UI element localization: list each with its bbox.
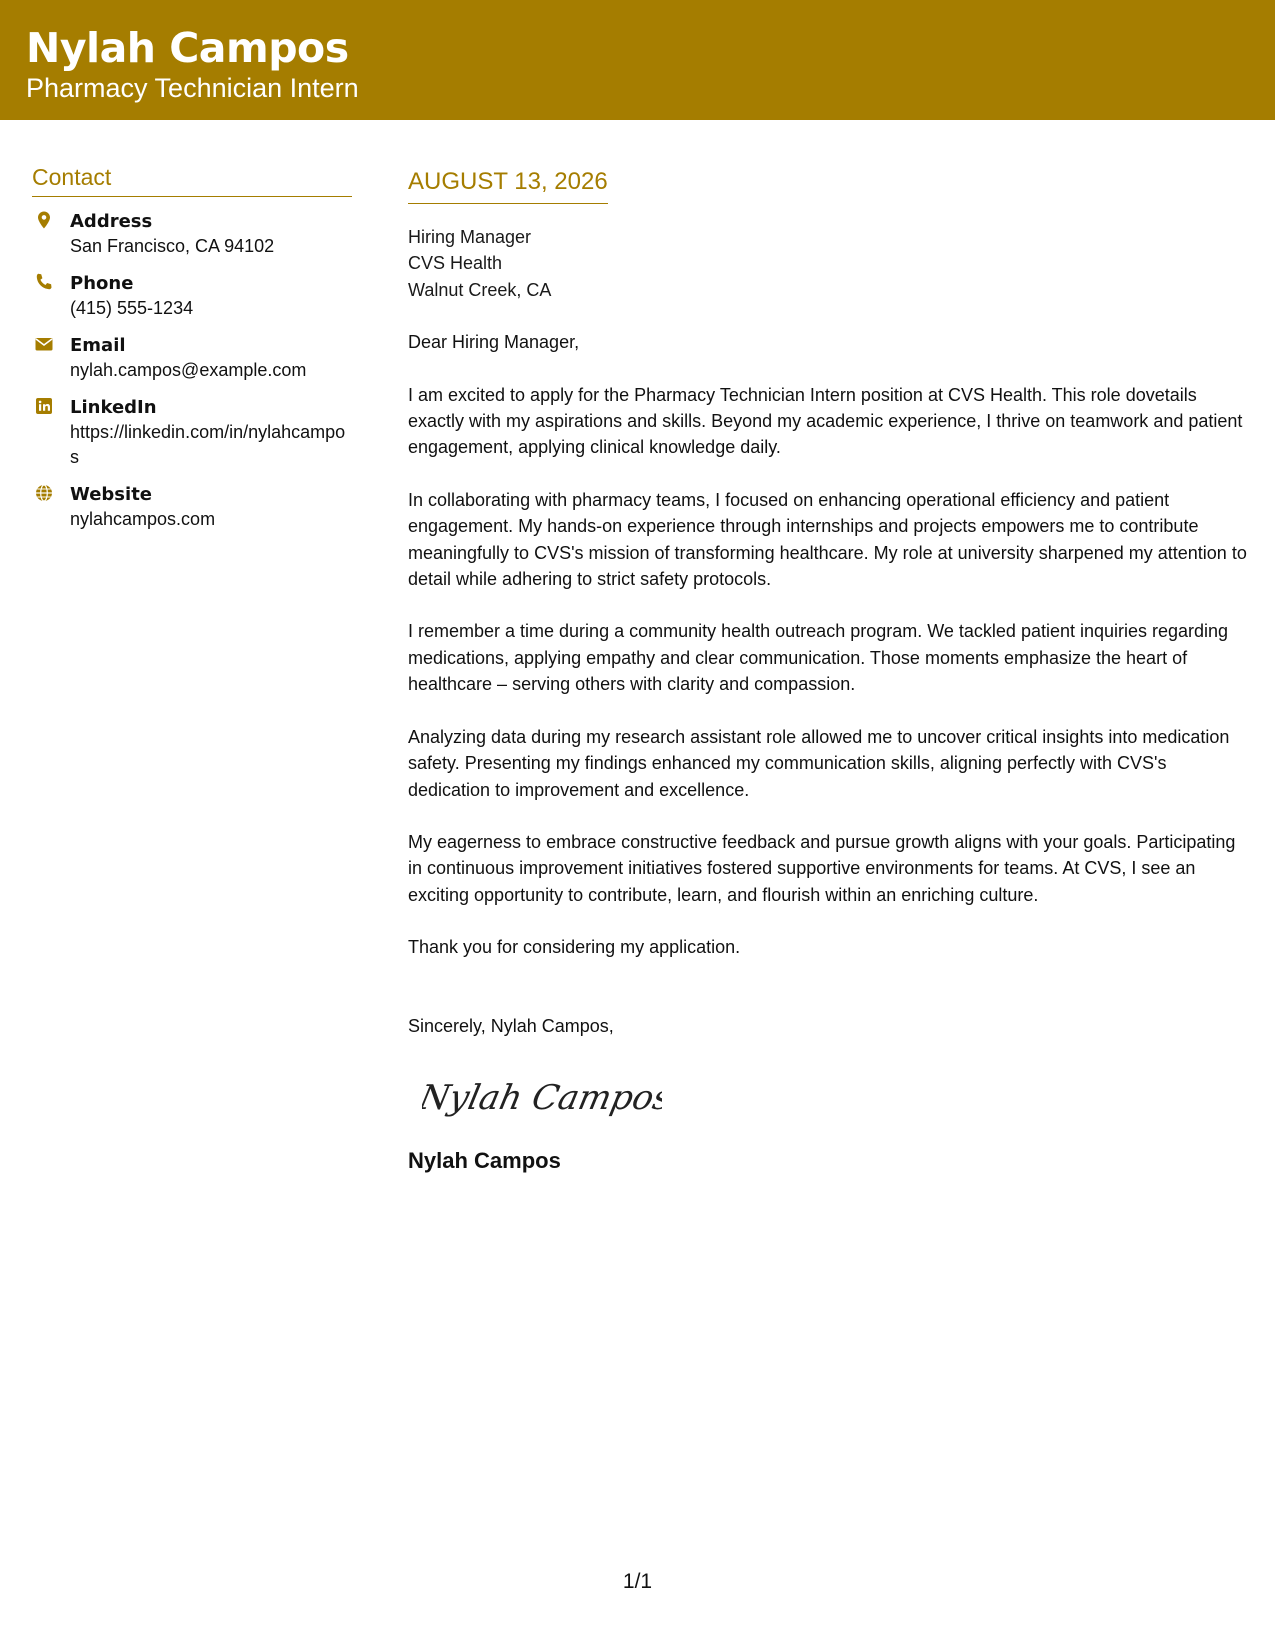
contact-linkedin <box>32 395 352 470</box>
page-header <box>0 0 1275 120</box>
linkedin-icon <box>34 396 54 416</box>
contact-value: San Francisco, CA 94102 <box>70 236 275 256</box>
phone-icon <box>34 272 54 292</box>
applicant-role: Pharmacy Technician Intern <box>26 73 359 103</box>
contact-email <box>32 333 352 383</box>
signer-name: Nylah Campos <box>408 1147 561 1173</box>
contact-label: Phone <box>70 273 134 294</box>
page-number: 1/1 <box>622 1570 653 1593</box>
contact-section-title: Contact <box>32 162 352 197</box>
paragraph: I am excited to apply for the Pharmacy Technician Intern position at CVS Health. This role dovetails exactly with my aspirations and skills. Beyond my academic experience, I thrive on teamwork and patient engagement, applying clinical knowledge daily. <box>408 384 1243 458</box>
closing-line: Sincerely, Nylah Campos, <box>408 1015 614 1036</box>
recipient-block <box>408 224 1253 303</box>
contact-phone <box>32 271 352 321</box>
applicant-name: Nylah Campos <box>26 24 349 72</box>
signature-text: Nylah Campos <box>422 1078 662 1118</box>
contact-value: nylahcampos.com <box>70 509 216 529</box>
contact-website <box>32 482 352 532</box>
paragraph: I remember a time during a community health outreach program. We tackled patient inquiries regarding medications, applying empathy and clear communication. Those moments emphasize the heart of healthcare – serving others with clarity and compassion. <box>408 621 1229 695</box>
contact-address <box>32 209 352 259</box>
contact-label: Address <box>70 211 153 232</box>
paragraph: My eagerness to embrace constructive feedback and pursue growth aligns with your goals. Participating in continuous improvement initiatives fostered supportive environments for teams. At CVS, I see an exciting opportunity to contribute, learn, and flourish within an enriching culture. <box>408 831 1236 905</box>
paragraph: Thank you for considering my application. <box>408 937 741 958</box>
globe-icon <box>34 483 54 503</box>
paragraph: Analyzing data during my research assistant role allowed me to uncover critical insights into medication safety. Presenting my findings enhanced my communication skills, aligning perfectly with CVS's dedication to improvement and excellence. <box>408 726 1230 800</box>
recipient-line: Walnut Creek, CA <box>408 279 552 300</box>
paragraph: In collaborating with pharmacy teams, I focused on enhancing operational efficiency and patient engagement. My hands-on experience through internships and projects empowers me to contribute meaningfully to CVS's mission of transforming healthcare. My role at university sharpened my attention to detail while adhering to strict safety protocols. <box>408 489 1247 590</box>
contact-label: Website <box>70 484 153 505</box>
contact-label: LinkedIn <box>70 397 157 418</box>
handwritten-signature <box>422 1069 1253 1125</box>
cover-letter-body <box>408 166 1253 1175</box>
salutation: Dear Hiring Manager, <box>408 332 580 353</box>
contact-value: nylah.campos@example.com <box>70 360 307 380</box>
contact-sidebar <box>32 162 352 544</box>
signature-graphic <box>422 1069 662 1125</box>
map-pin-icon <box>34 210 54 230</box>
letter-date: AUGUST 13, 2026 <box>408 166 608 204</box>
contact-value: https://linkedin.com/in/nylahcampos <box>70 422 346 467</box>
contact-label: Email <box>70 335 126 356</box>
recipient-line: CVS Health <box>408 253 503 274</box>
recipient-line: Hiring Manager <box>408 227 532 247</box>
contact-value: (415) 555-1234 <box>70 298 194 318</box>
envelope-icon <box>34 334 54 354</box>
